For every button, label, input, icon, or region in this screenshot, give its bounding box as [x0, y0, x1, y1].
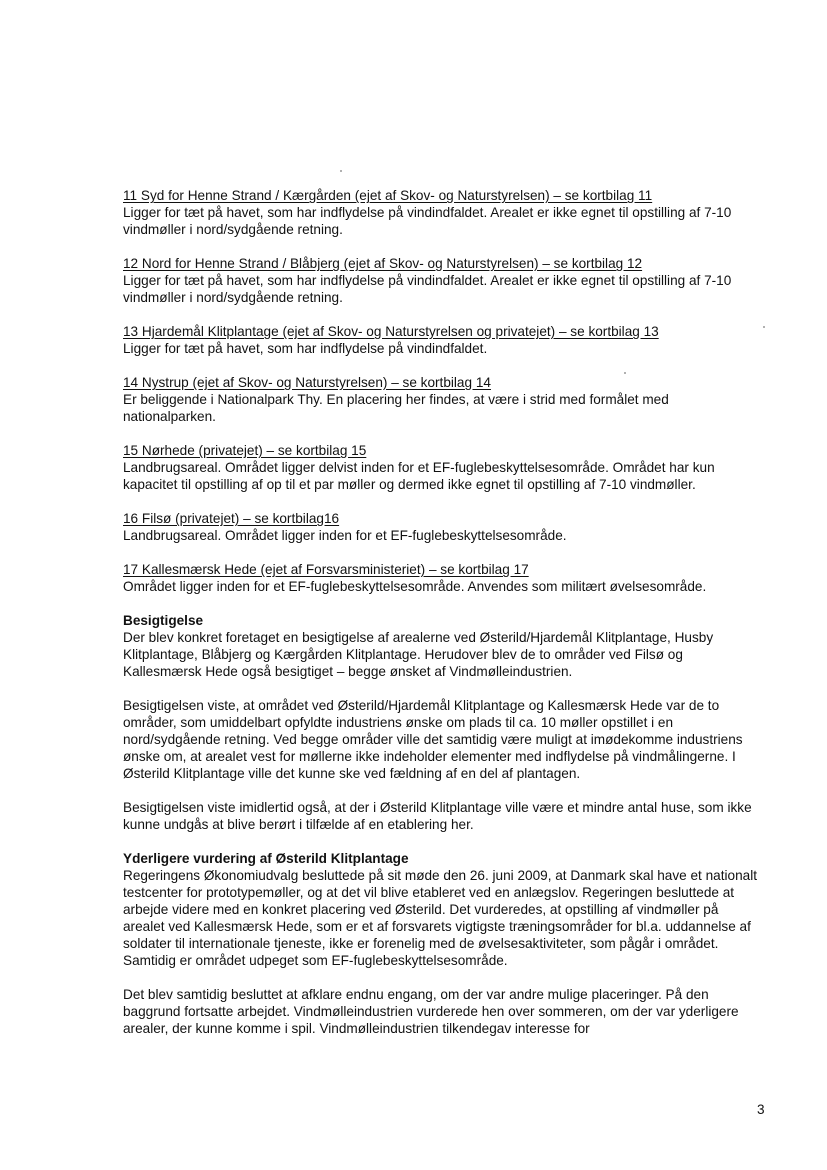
section-body: Ligger for tæt på havet, som har indflydelse på vindindfaldet.: [123, 341, 488, 356]
section-heading: 17 Kallesmærsk Hede (ejet af Forsvarsministeriet) – se kortbilag 17: [123, 562, 529, 577]
paragraph: Regeringens Økonomiudvalg besluttede på sit møde den 26. juni 2009, at Danmark skal have et nationalt testcenter for prototypemøller, og at det vil blive etableret ved en anlægslov. Regeringen besluttede at arbejde videre med en konkret placering ved Østerild. Det vurderedes, at opstilling af vindmøller på arealet ved Kallesmærsk Hede, som er et af forsvarets vigtigste træningsområder for bl.a. uddannelse af soldater til internationale tjeneste, ikke er forenelig med de øvelsesaktiviteter, som pågår i området. Samtidig er området udpeget som EF-fuglebeskyttelsesområde.: [123, 868, 758, 968]
paragraph: Besigtigelsen viste, at området ved Østerild/Hjardemål Klitplantage og Kallesmærsk Hede var de to områder, som umiddelbart opfyldte industriens ønske om plads til ca. 10 møller opstillet i en nord/sydgående retning. Ved begge områder ville det samtidig være muligt at imødekomme industriens ønske om, at arealet vest for møllerne ikke indeholder elementer med indflydelse på vindmålingerne. I Østerild Klitplantage ville det kunne ske ved fældning af en del af plantagen.: [123, 698, 743, 781]
section-heading: 14 Nystrup (ejet af Skov- og Naturstyrelsen) – se kortbilag 14: [123, 375, 491, 390]
section-heading: 11 Syd for Henne Strand / Kærgården (ejet af Skov- og Naturstyrelsen) – se kortbilag 11: [123, 188, 653, 203]
document-body: [123, 187, 763, 1054]
site-section-11: [123, 187, 763, 238]
section-heading: 15 Nørhede (privatejet) – se kortbilag 15: [123, 443, 367, 458]
section-body: Landbrugsareal. Området ligger inden for et EF-fuglebeskyttelsesområde.: [123, 528, 567, 543]
paragraph: Det blev samtidig besluttet at afklare endnu engang, om der var andre mulige placeringer. På den baggrund fortsatte arbejdet. Vindmølleindustrien vurderede hen over sommeren, om der var yderligere arealer, der kunne komme i spil. Vindmølleindustrien tilkendegav interesse for: [123, 987, 739, 1036]
site-section-16: [123, 510, 763, 544]
section-heading: 13 Hjardemål Klitplantage (ejet af Skov- og Naturstyrelsen og privatejet) – se kortbilag 13: [123, 324, 659, 339]
scan-speck: [340, 170, 342, 172]
scan-speck: [763, 326, 765, 328]
paragraph: Besigtigelsen viste imidlertid også, at der i Østerild Klitplantage ville være et mindre antal huse, som ikke kunne undgås at blive berørt i tilfælde af en etablering her.: [123, 800, 752, 832]
section-heading: 12 Nord for Henne Strand / Blåbjerg (ejet af Skov- og Naturstyrelsen) – se kortbilag 12: [123, 256, 643, 271]
yderligere-heading: Yderligere vurdering af Østerild Klitplantage: [123, 851, 409, 866]
section-body: Området ligger inden for et EF-fuglebeskyttelsesområde. Anvendes som militært øvelsesområde.: [123, 579, 707, 594]
site-section-15: [123, 442, 763, 493]
section-body: Landbrugsareal. Området ligger delvist inden for et EF-fuglebeskyttelsesområde. Området har kun kapacitet til opstilling af op til et par møller og dermed ikke egnet til opstilling af 7-10 vindmøller.: [123, 460, 715, 492]
section-heading: 16 Filsø (privatejet) – se kortbilag16: [123, 511, 340, 526]
besigtigelse-heading: Besigtigelse: [123, 613, 204, 628]
paragraph: Der blev konkret foretaget en besigtigelse af arealerne ved Østerild/Hjardemål Klitplantage, Husby Klitplantage, Blåbjerg og Kærgården Klitplantage. Herudover blev de to områder ved Filsø og Kallesmærsk Hede også besigtiget – begge ønsket af Vindmølleindustrien.: [123, 630, 714, 679]
section-body: Er beliggende i Nationalpark Thy. En placering her findes, at være i strid med formålet med nationalparken.: [123, 392, 669, 424]
section-body: Ligger for tæt på havet, som har indflydelse på vindindfaldet. Arealet er ikke egnet til opstilling af 7-10 vindmøller i nord/sydgående retning.: [123, 205, 732, 237]
site-section-14: [123, 374, 763, 425]
page-number: 3: [757, 1102, 765, 1117]
site-section-13: [123, 323, 763, 357]
yderligere-section: [123, 850, 763, 1037]
section-body: Ligger for tæt på havet, som har indflydelse på vindindfaldet. Arealet er ikke egnet til opstilling af 7-10 vindmøller i nord/sydgående retning.: [123, 273, 732, 305]
site-section-12: [123, 255, 763, 306]
besigtigelse-section: [123, 612, 763, 833]
site-section-17: [123, 561, 763, 595]
